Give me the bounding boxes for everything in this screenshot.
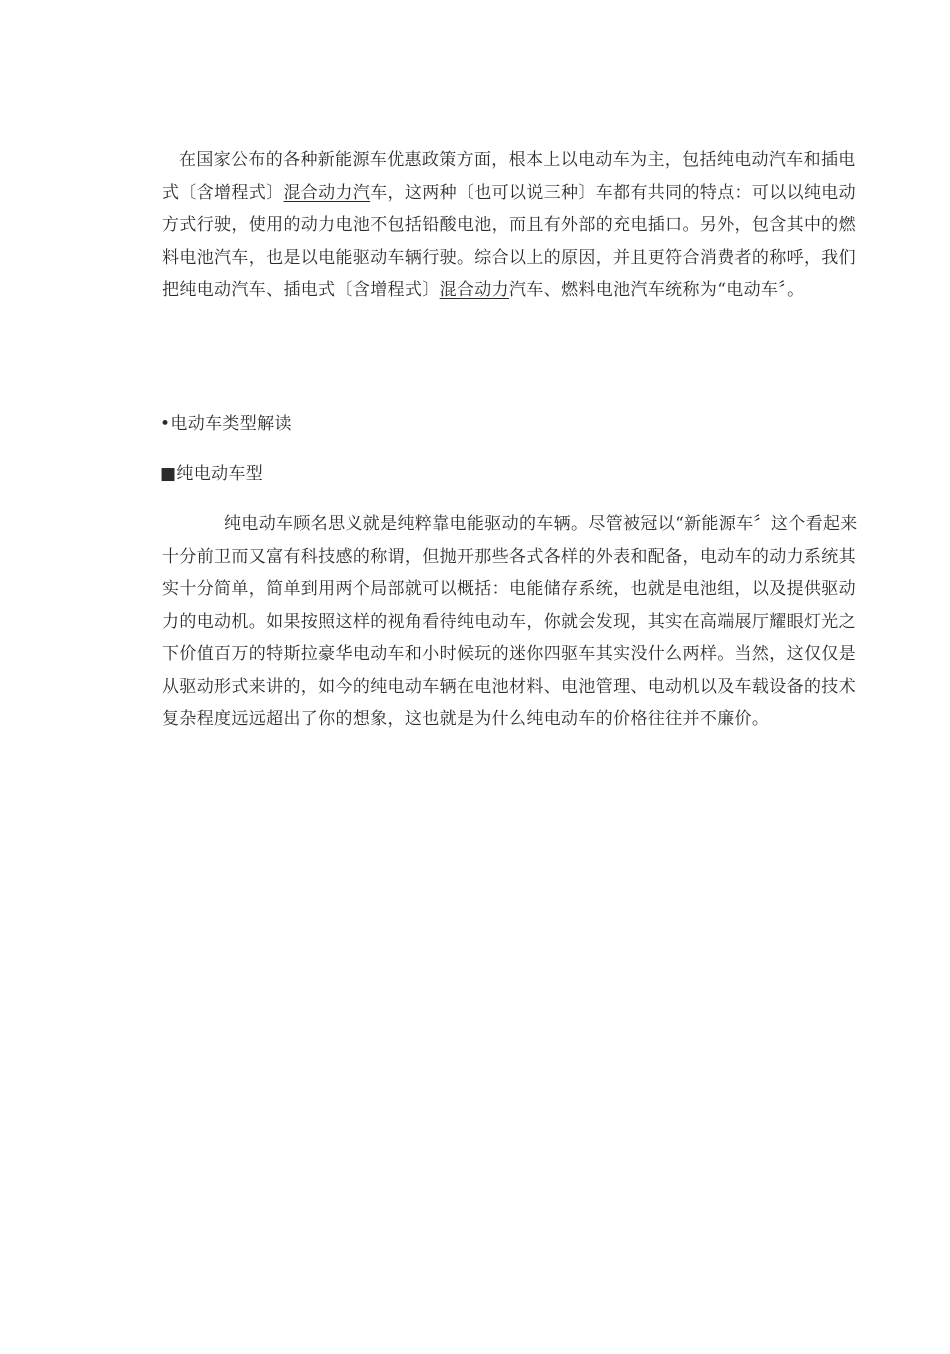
section-heading: •电动车类型解读 <box>160 414 292 434</box>
pure-ev-paragraph: 纯电动车顾名思义就是纯粹靠电能驱动的车辆。尽管被冠以“新能源车〞这个看起来十分前卫而又富有科技感的称谓，但抛开那些各式各样的外表和配备，电动车的动力系统其实十分简单，简单到用两个局部就可以概括：电能储存系统，也就是电池组，以及提供驱动力的电动机。如果按照这样的视角看待纯电动车，你就会发现，其实在高端展厅耀眼灯光之下价值百万的特斯拉豪华电动车和小时候玩的迷你四驱车其实没什么两样。当然，这仅仅是从驱动形式来讲的，如今的纯电动车辆在电池材料、电池管理、电动机以及车载设备的技术复杂程度远远超出了你的想象，这也就是为什么纯电动车的价格往往并不廉价。 <box>162 514 858 729</box>
intro-text-2: 车，这两种〔也可以说三种〕车都有共同的特点：可以以纯电动方式行驶，使用的动力电池不包括铅酸电池，而且有外部的充电插口。另外，包含其中的燃料电池汽车，也是以电能驱动车辆行驶。综合以上的原因，并且更符合消费者的称呼，我们把纯电动汽车、插电式〔含增程式〕 <box>162 182 857 300</box>
intro-paragraph <box>162 144 862 307</box>
intro-text-1: 在国家公布的各种新能源车优惠政策方面，根本上以电动车为主，包括纯电动汽车和插电式〔含增程式〕 <box>162 150 856 203</box>
intro-text-3: 汽车、燃料电池汽车统称为“电动车〞。 <box>509 280 805 300</box>
hybrid-link-2[interactable]: 混合动力 <box>439 280 510 300</box>
hybrid-link-1[interactable]: 混合动力汽 <box>283 182 371 203</box>
subsection-heading: ■纯电动车型 <box>160 464 264 484</box>
